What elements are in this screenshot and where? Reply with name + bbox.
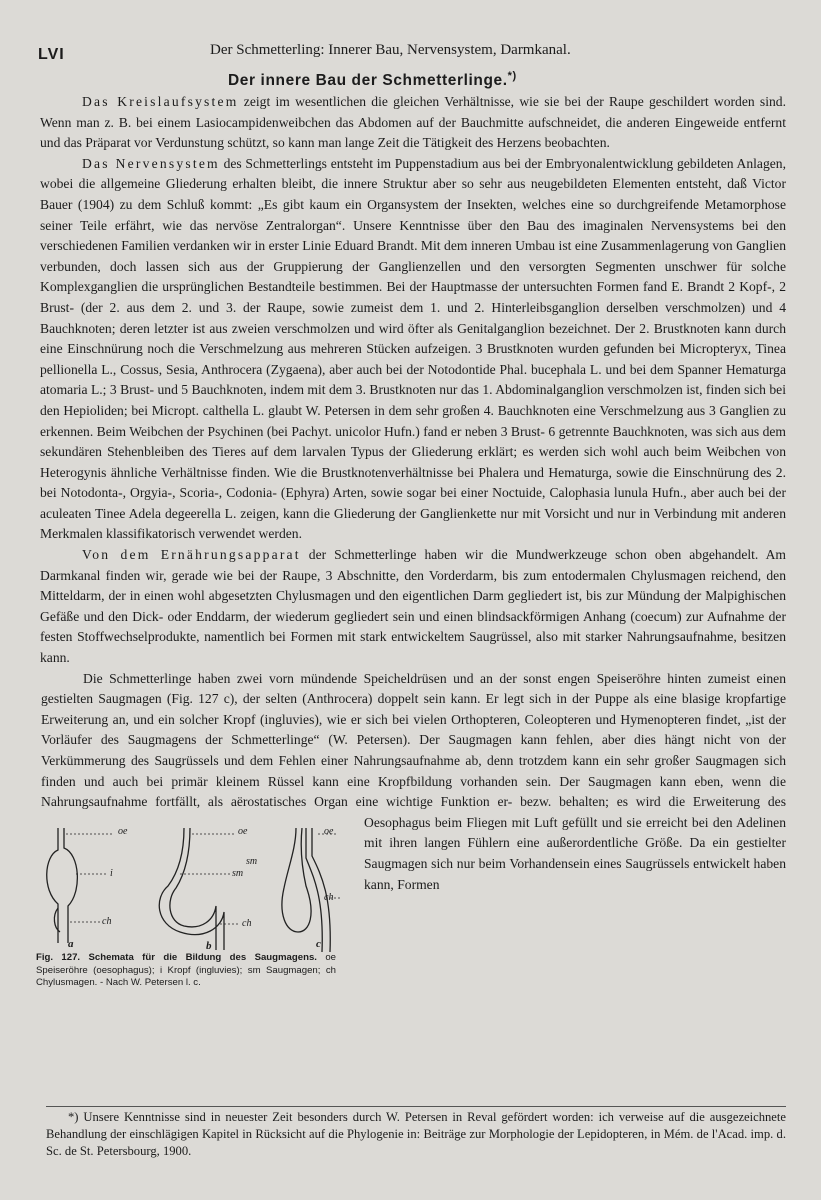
figure-letter-c: c bbox=[316, 938, 321, 950]
paragraph-text: zeigt im wesentlichen die gleichen Verhältnisse, wie sie bei der Raupe geschildert worden sind. Wenn man z. B. bei einem Lasiocampidenweibchen das Abdomen auf der Bauchmitte aufschneidet, die anderen Eingeweide entfernt und das Präparat vor Verdunstung schützt, so kann man lange Zeit die Tätigkeit des Herzens beobachten. bbox=[40, 94, 786, 151]
paragraph-lead: Die Schmetterlinge haben zwei vorn mündende Speicheldrüsen bbox=[83, 670, 447, 686]
saugmagen-diagram bbox=[34, 828, 346, 953]
figure-letter-a: a bbox=[68, 938, 74, 950]
paragraph-text: und an der sonst engen Speiseröhre hinten zumeist einen gestielten Saugmagen (Fig. 127 c), der selten (Anthrocera) doppelt sein kann. Er legt sich in der Puppe als eine blasige kropfartige Erweiterung an, und ein solcher Kropf (ingluvies), wie er sich bei vielen Orthopteren, Coleopteren und Hymenopteren findet, „ist der Vorläufer des Saugmagens der Schmetterlinge“ (W. Petersen). Der Saugmagen kann fehlen, aber dies hängt nicht von der Verkümmerung des Saugrüssels und dem Fehlen einer Nahrungsaufnahme ab, denn trotzdem kann ein sehr großer Saugmagen sich finden und auch bei primär kleinem Rüssel kann eine Kropfbildung vorhanden sein. Der Saugmagen kann eben, wenn die Nahrungsaufnahme fortfällt, als aërostatisches Organ eine wichtige Funktion er- bezw. behalten; es wird die Erweiterung des Oesophagus beim Fliegen mit Luft gefüllt und sie erreicht bei den Adelinen mit ihren langen Fühlern eine außerordentliche Größe. Da ein gestielter Saugmagen sich nur beim Vorhandensein eines Saugrüssels entwickelt haben kann, Formen bbox=[41, 670, 786, 892]
label-sm-b: sm bbox=[232, 868, 244, 879]
paragraph-text: der Schmetterlinge haben wir die Mundwerkzeuge schon oben abgehandelt. Am Darmkanal finden wir, gerade wie bei der Raupe, 3 Abschnitte, den Vorderdarm, bis zum entodermalen Chylusmagen reichend, den Mitteldarm, der in einen wohl abgesetzten Chylusmagen und den eigentlichen Darm gegliedert ist, bis zur Mündung der Malpighischen Gefäße und den Dick- oder Enddarm, der wiederum gegliedert sein und einen blindsackförmigen Anhang (coecum) zur Aufnahme der festen Stoffwechselprodukte, namentlich bei Formen mit stark entwickeltem Saugrüssel, also mit starker Nahrungsaufnahme, besitzen kann. bbox=[40, 547, 786, 666]
figure-letter-b: b bbox=[206, 940, 212, 952]
label-oe-a: oe bbox=[118, 826, 128, 837]
paragraph-lead: Das Nervensystem bbox=[82, 155, 220, 171]
label-i: i bbox=[110, 868, 113, 879]
running-head: Der Schmetterling: Innerer Bau, Nervensystem, Darmkanal. bbox=[210, 42, 571, 58]
paragraph-lead: Von dem Ernährungsapparat bbox=[82, 547, 301, 563]
paragraph-circulation bbox=[40, 92, 786, 154]
label-oe-c: oe bbox=[324, 826, 334, 837]
paragraph-digestion bbox=[40, 545, 786, 669]
page-number: LVI bbox=[38, 46, 65, 63]
label-ch-a: ch bbox=[102, 916, 112, 927]
label-ch-b: ch bbox=[242, 918, 252, 929]
footnote-mark: *) bbox=[68, 1110, 79, 1124]
page-header bbox=[38, 40, 798, 66]
label-oe-b: oe bbox=[238, 826, 248, 837]
caption-text: oe Speiseröhre (oesophagus); i Kropf (ingluvies); sm Saugmagen; ch Chylusmagen. - Nach W. Petersen l. c. bbox=[36, 952, 337, 988]
label-ch-c: ch bbox=[324, 892, 334, 903]
title-footnote-mark: *) bbox=[507, 70, 517, 82]
section-title-text: Der innere Bau der Schmetterlinge. bbox=[228, 72, 508, 90]
figure-127 bbox=[34, 828, 346, 1024]
paragraph-lead: Das Kreislaufsystem bbox=[82, 94, 239, 109]
footnote-paragraph bbox=[46, 1109, 786, 1160]
caption-title: Fig. 127. Schemata für die Bildung des Saugmagens. bbox=[36, 952, 317, 963]
paragraph-nervous-system bbox=[40, 154, 786, 545]
footnote bbox=[46, 1106, 786, 1160]
label-sm-c: sm bbox=[246, 856, 258, 867]
figure-caption bbox=[36, 952, 336, 990]
section-title bbox=[228, 70, 648, 90]
footnote-text: Unsere Kenntnisse sind in neuester Zeit besonders durch W. Petersen in Reval gefördert worden: ich verweise auf die ausgezeichnete Behandlung der einschlägigen Kapitel in Rücksicht auf die Phylogenie in: Beiträge zur Morphologie der Lepidopteren, in Mém. de l'Acad. imp. d. Sc. de St. Petersbourg, 1900. bbox=[46, 1110, 786, 1158]
paragraph-text: des Schmetterlings entsteht im Puppenstadium aus bei der Embryonalentwicklung gebildeten Anlagen, wobei die allgemeine Gliederung erhalten bleibt, die innere Struktur aber so sehr aus neugebildeten Elementen entsteht, daß Victor Bauer (1904) zu dem Schluß kommt: „Es gibt kaum ein Organsystem der Insekten, welches eine so durchgreifende Metamorphose seiner Teile erfährt, wie das nervöse Zentralorgan“. Unsere Kenntnisse über den Bau des imaginalen Nervensystems bei den verschiedenen Familien verdanken wir in erster Linie Eduard Brandt. Mit dem inneren Umbau ist eine Zusammenlagerung von Ganglien verbunden, doch lassen sich aus der Gruppierung der Ganglienzellen und den versorgten Segmenten unschwer für solche Komplexganglien die ursprünglichen Bestandteile bestimmen. Bei der Hauptmasse der untersuchten Formen fand E. Brandt 2 Kopf-, 2 Brust- (der 2. aus dem 2. und 3. der Raupe, sowie zumeist dem 1. und 2. Hinterleibsganglion derselben verschmolzen) und 4 Bauchknoten; deren letzter ist aus zweien verschmolzen und wird öfter als Genitalganglion bezeichnet. Der 2. Brustknoten kann durch eine Einschnürung noch die Verschmelzung aus mehreren Stücken aufzeigen. 3 Brustknoten wurden gefunden bei Micropteryx, Tinea pellionella L., Cossus, Sesia, Anthrocera (Zygaena), aber auch bei der Notodontide Phal. bucephala L. und bei dem Spanner Hematurga atomaria L.; 3 Brust- und 5 Bauchknoten, indem mit dem 3. Brustknoten nur das 1. Abdominalganglion verschmolzen ist, finden sich bei den Hepioliden; bei Micropt. calthella L. glaubt W. Petersen in dem sehr großen 4. Bauchknoten eine Verschmelzung aus 3 Ganglien zu erkennen. Beim Weibchen der Psychinen (bei Pachyt. unicolor Hufn.) fand er neben 3 Brust- 6 getrennte Bauchknoten, was sich aus dem sekundären Stehenbleiben des Tieres auf dem larvalen Typus der Gliederung erklärt; es werden sich wohl auch beim Weibchen von Heterogynis ähnliche Verhältnisse finden. Wie die Brustknotenverhältnisse bei Phalera und Hematurga, sowie die Einschnürung des 2. bei Notodonta-, Orgyia-, Scoria-, Codonia- (Ephyra) Arten, sowie sogar bei einer Noctuide, Calophasia lunula Hufn., aber auch bei der aculeaten Tinee Adela degeerella L. zeigen, kann die Gliederung der Ganglienkette nur mit Vorsicht und nur in Verbindung mit anderen Merkmalen klassifikatorisch verwendet werden. bbox=[40, 155, 786, 542]
